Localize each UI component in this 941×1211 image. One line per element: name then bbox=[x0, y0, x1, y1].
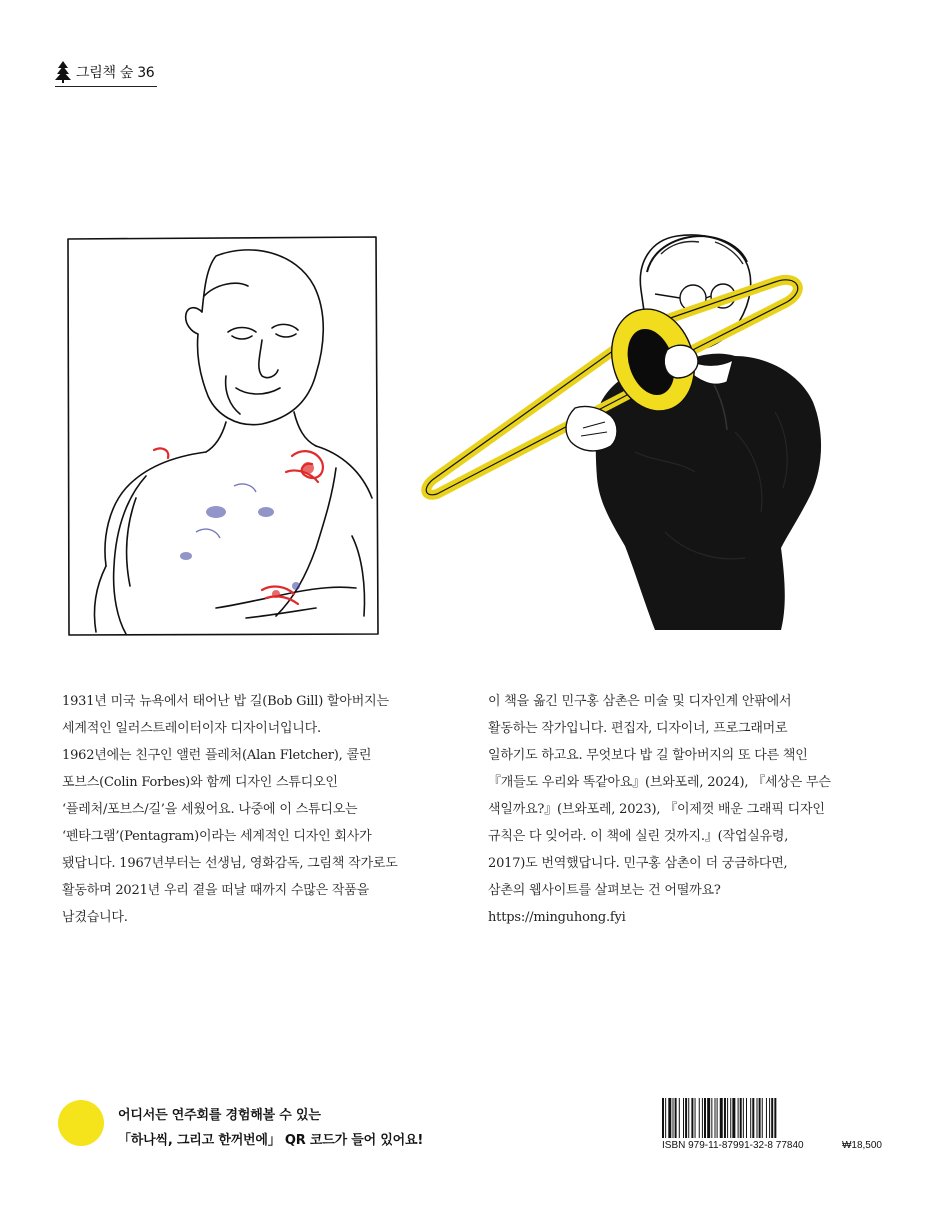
barcode-bar bbox=[762, 1098, 763, 1138]
barcode-bar bbox=[704, 1098, 706, 1138]
bio-left-line: 활동하며 2021년 우리 곁을 떠날 때까지 수많은 작품을 bbox=[62, 883, 369, 898]
author-bio bbox=[62, 688, 422, 931]
barcode-bar bbox=[707, 1098, 710, 1138]
bio-right-line: 일하기도 하고요. 무엇보다 밥 길 할아버지의 또 다른 책인 bbox=[488, 748, 808, 763]
bio-left-line: ‘펜타그램’(Pentagram)이라는 세계적인 디자인 회사가 bbox=[62, 829, 372, 844]
barcode-bar bbox=[675, 1098, 677, 1138]
qr-notice-line: 「하나씩, 그리고 한꺼번에」 QR 코드가 들어 있어요! bbox=[118, 1133, 424, 1148]
bio-right-line: 2017)도 번역했답니다. 민구홍 삼촌이 더 궁금하다면, bbox=[488, 856, 788, 871]
barcode-bar bbox=[769, 1098, 770, 1138]
barcode-bar bbox=[759, 1098, 761, 1138]
barcode-bar bbox=[683, 1098, 684, 1138]
barcode-bar bbox=[685, 1098, 687, 1138]
bio-right-line: 활동하는 작가입니다. 편집자, 디자이너, 프로그래머로 bbox=[488, 721, 788, 736]
tree-icon bbox=[55, 61, 71, 83]
bio-right-line: 색일까요?』(브와포레, 2023), 『이제껏 배운 그래픽 디자인 bbox=[488, 802, 825, 817]
barcode-bar bbox=[730, 1098, 731, 1138]
barcode-bar bbox=[727, 1098, 728, 1138]
qr-notice bbox=[118, 1103, 498, 1153]
barcode-bar bbox=[738, 1098, 739, 1138]
barcode-bar bbox=[743, 1098, 744, 1138]
translator-bio bbox=[488, 688, 848, 931]
barcode-caption bbox=[662, 1140, 882, 1151]
barcode-bar bbox=[750, 1098, 751, 1138]
bio-left-line: 포브스(Colin Forbes)와 함께 디자인 스튜디오인 bbox=[62, 775, 338, 790]
barcode-bar bbox=[662, 1098, 664, 1138]
yellow-dot-icon bbox=[58, 1100, 104, 1146]
series-title: 그림책 숲 36 bbox=[76, 65, 155, 81]
barcode-bar bbox=[691, 1098, 693, 1138]
barcode-bar bbox=[774, 1098, 776, 1138]
barcode-bar bbox=[717, 1098, 718, 1138]
isbn-number: ISBN 979-11-87991-32-8 77840 bbox=[662, 1140, 804, 1151]
barcode-bar bbox=[688, 1098, 689, 1138]
barcode-bar bbox=[740, 1098, 742, 1138]
bio-right-line: 규칙은 다 잊어라. 이 책에 실린 것까지.』(작업실유령, bbox=[488, 829, 789, 844]
bio-left-line: ‘플레처/포브스/길’을 세웠어요. 나중에 이 스튜디오는 bbox=[62, 802, 358, 817]
bio-left-line: 1962년에는 친구인 앨런 플레처(Alan Fletcher), 콜린 bbox=[62, 748, 372, 763]
bio-left-line: 세계적인 일러스트레이터이자 디자이너입니다. bbox=[62, 721, 321, 736]
portrait-sketch-illustration bbox=[66, 236, 380, 636]
bio-left-line: 됐답니다. 1967년부터는 선생님, 영화감독, 그림책 작가로도 bbox=[62, 856, 398, 871]
bio-left-line: 1931년 미국 뉴욕에서 태어난 밥 길(Bob Gill) 할아버지는 bbox=[62, 694, 389, 709]
barcode-bar bbox=[757, 1098, 758, 1138]
barcode-bar bbox=[695, 1098, 696, 1138]
bio-right-line: 삼촌의 웹사이트를 살펴보는 건 어떨까요? bbox=[488, 883, 721, 898]
bio-left-line: 남겼습니다. bbox=[62, 910, 128, 925]
bio-right-line: 『개들도 우리와 똑같아요』(브와포레, 2024), 『세상은 무슨 bbox=[488, 775, 831, 790]
trombone-player-illustration bbox=[415, 232, 835, 634]
barcode-bar bbox=[699, 1098, 700, 1138]
isbn-barcode bbox=[662, 1098, 880, 1138]
barcode-bar bbox=[720, 1098, 723, 1138]
barcode-bar bbox=[711, 1098, 712, 1138]
barcode-bar bbox=[668, 1098, 671, 1138]
barcode-bar bbox=[766, 1098, 767, 1138]
barcode-bar bbox=[771, 1098, 773, 1138]
barcode-bar bbox=[673, 1098, 674, 1138]
barcode-bar bbox=[732, 1098, 735, 1138]
barcode-bar bbox=[746, 1098, 747, 1138]
barcode-bar bbox=[702, 1098, 703, 1138]
barcode-bar bbox=[679, 1098, 680, 1138]
barcode-bar bbox=[752, 1098, 754, 1138]
bio-right-line: 이 책을 옮긴 민구홍 삼촌은 미술 및 디자인계 안팎에서 bbox=[488, 694, 792, 709]
price: ₩18,500 bbox=[841, 1140, 882, 1151]
translator-website-link[interactable]: https://minguhong.fyi bbox=[488, 910, 626, 925]
barcode-bar bbox=[724, 1098, 726, 1138]
barcode-bar bbox=[665, 1098, 666, 1138]
qr-notice-line: 어디서든 연주회를 경험해볼 수 있는 bbox=[118, 1108, 321, 1123]
series-label bbox=[55, 58, 157, 87]
barcode-bar bbox=[715, 1098, 716, 1138]
